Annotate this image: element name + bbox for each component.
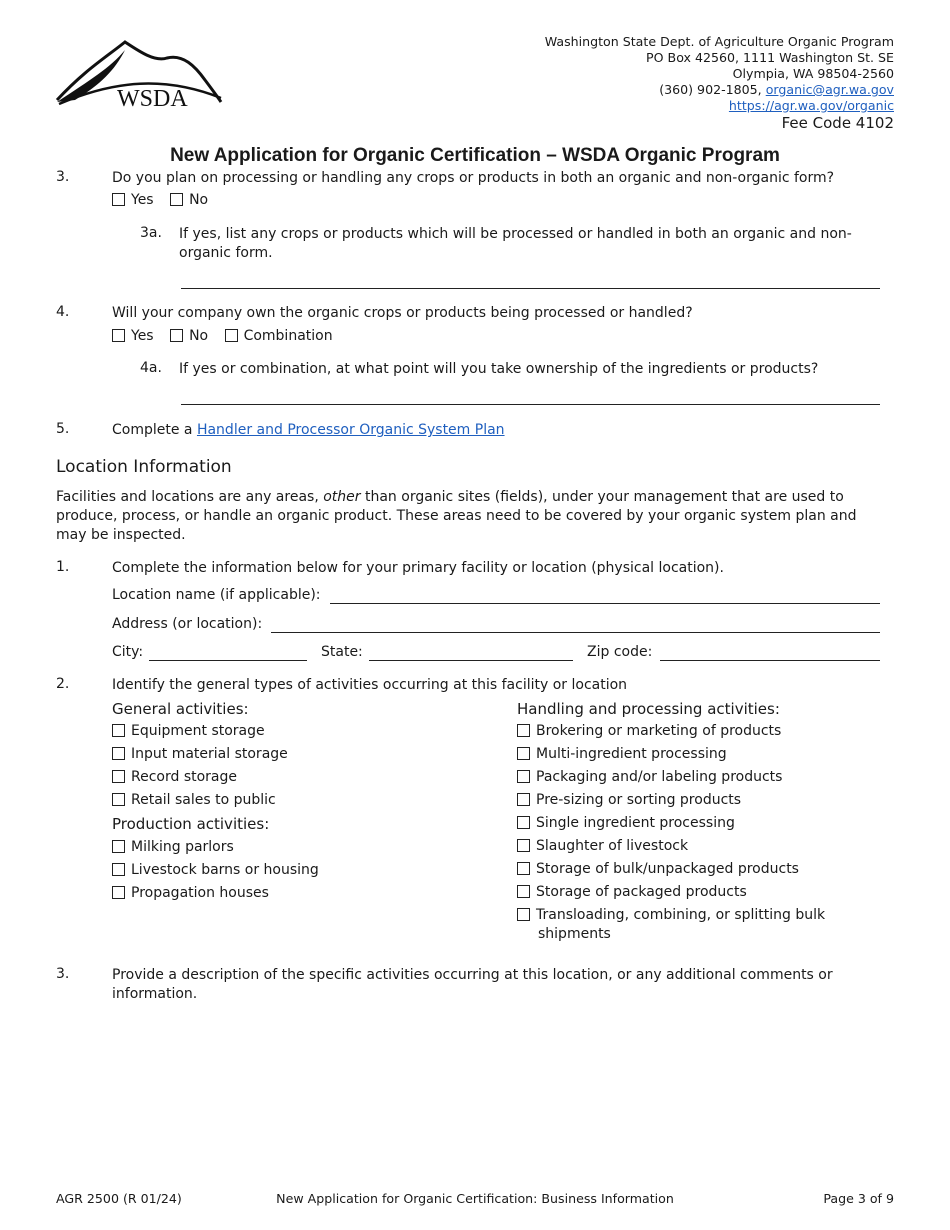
q4a-text: If yes or combination, at what point will you take ownership of the ingredients or products?: [179, 361, 819, 377]
q4-number: 4.: [56, 304, 70, 320]
activity-transloading[interactable]: [517, 904, 878, 944]
activity-input-material-storage[interactable]: [112, 743, 492, 766]
activity-propagation-houses[interactable]: [112, 882, 492, 905]
q4-yes-label: Yes: [131, 328, 154, 344]
activity-label: Storage of bulk/unpackaged products: [536, 861, 799, 877]
wsda-logo: [55, 40, 223, 112]
q4-text: Will your company own the organic crops or products being processed or handled?: [112, 305, 693, 321]
q3-no-label: No: [189, 192, 209, 208]
agency-line-1: Washington State Dept. of Agriculture Organic Program: [544, 34, 894, 49]
checkbox[interactable]: [517, 908, 530, 921]
activity-retail-sales[interactable]: [112, 789, 492, 812]
handling-activities-heading: Handling and processing activities:: [517, 700, 780, 718]
q3a-text: If yes, list any crops or products which will be processed or handled in both an organic and non-organic form.: [179, 226, 852, 261]
state-field[interactable]: [369, 660, 573, 661]
checkbox[interactable]: [517, 885, 530, 898]
footer-form-id: AGR 2500 (R 01/24): [56, 1191, 182, 1206]
agency-line-2: PO Box 42560, 1111 Washington St. SE: [646, 50, 894, 65]
address-label: Address (or location):: [112, 616, 263, 632]
footer-title: New Application for Organic Certification: Business Information: [276, 1191, 674, 1206]
l1-text: Complete the information below for your primary facility or location (physical location).: [112, 560, 724, 576]
q4-options: [112, 328, 345, 344]
activity-record-storage[interactable]: [112, 766, 492, 789]
activity-label: Transloading, combining, or splitting bulk shipments: [536, 907, 826, 942]
q3-yes-label: Yes: [131, 192, 154, 208]
q4-yes-checkbox[interactable]: [112, 329, 125, 342]
activity-label: Brokering or marketing of products: [536, 723, 782, 739]
q3a-answer-line[interactable]: [181, 288, 880, 289]
fee-code: Fee Code 4102: [781, 114, 894, 132]
location-heading: Location Information: [56, 457, 232, 477]
checkbox[interactable]: [112, 793, 125, 806]
activity-label: Storage of packaged products: [536, 884, 747, 900]
location-para-before: Facilities and locations are any areas,: [56, 489, 319, 505]
location-para-em: other: [323, 489, 361, 505]
checkbox[interactable]: [517, 793, 530, 806]
q4-no-label: No: [189, 328, 209, 344]
l1-number: 1.: [56, 559, 70, 575]
l2-text: Identify the general types of activities occurring at this facility or location: [112, 677, 628, 693]
activity-label: Record storage: [131, 769, 238, 785]
q4a-number: 4a.: [140, 360, 162, 376]
checkbox[interactable]: [112, 840, 125, 853]
zip-label: Zip code:: [587, 644, 653, 660]
activity-label: Packaging and/or labeling products: [536, 769, 783, 785]
checkbox[interactable]: [112, 886, 125, 899]
activity-storage-bulk[interactable]: [517, 858, 887, 881]
checkbox[interactable]: [112, 770, 125, 783]
location-name-label: Location name (if applicable):: [112, 587, 321, 603]
q3-text: Do you plan on processing or handling any crops or products in both an organic and non-organic form?: [112, 170, 835, 186]
checkbox[interactable]: [517, 862, 530, 875]
checkbox[interactable]: [112, 863, 125, 876]
agency-address-block: [545, 34, 894, 114]
general-activities-column: [112, 698, 492, 905]
osp-link[interactable]: Handler and Processor Organic System Plan: [196, 422, 505, 438]
activity-label: Input material storage: [131, 746, 288, 762]
city-field[interactable]: [149, 660, 307, 661]
location-description: [56, 488, 886, 545]
zip-field[interactable]: [660, 660, 880, 661]
activity-livestock-barns[interactable]: [112, 859, 492, 882]
footer-page-number: Page 3 of 9: [823, 1191, 894, 1206]
state-label: State:: [321, 644, 363, 660]
page-title: New Application for Organic Certification – WSDA Organic Program: [170, 145, 780, 166]
handling-activities-column: [517, 698, 887, 944]
activity-label: Equipment storage: [131, 723, 265, 739]
activity-label: Milking parlors: [131, 839, 234, 855]
q3-number: 3.: [56, 169, 70, 185]
location-para-after: than organic sites (fields), under your management that are used to produce, process, or handle an organic product. These areas need to be covered by your organic system plan and may be inspected.: [56, 489, 857, 543]
activity-label: Pre-sizing or sorting products: [536, 792, 742, 808]
l2-number: 2.: [56, 676, 70, 692]
q3-yes-checkbox[interactable]: [112, 193, 125, 206]
activity-brokering[interactable]: [517, 720, 887, 743]
q3-options: [112, 192, 220, 208]
location-name-field[interactable]: [330, 603, 880, 604]
q4-no-checkbox[interactable]: [170, 329, 183, 342]
q4a-answer-line[interactable]: [181, 404, 880, 405]
checkbox[interactable]: [112, 724, 125, 737]
activity-label: Retail sales to public: [131, 792, 276, 808]
address-field[interactable]: [271, 632, 880, 633]
checkbox[interactable]: [517, 747, 530, 760]
checkbox[interactable]: [517, 724, 530, 737]
agency-contact-line: [545, 82, 894, 98]
activity-label: Slaughter of livestock: [536, 838, 689, 854]
activity-label: Propagation houses: [131, 885, 269, 901]
activity-label: Single ingredient processing: [536, 815, 735, 831]
q5-prefix: Complete a: [112, 422, 193, 438]
general-activities-heading: General activities:: [112, 700, 249, 718]
q5-text: [112, 421, 882, 440]
checkbox[interactable]: [517, 816, 530, 829]
activity-slaughter[interactable]: [517, 835, 887, 858]
city-label: City:: [112, 644, 144, 660]
q4-combination-checkbox[interactable]: [225, 329, 238, 342]
checkbox[interactable]: [517, 839, 530, 852]
activity-label: Livestock barns or housing: [131, 862, 319, 878]
activity-equipment-storage[interactable]: [112, 720, 492, 743]
activity-multi-ingredient[interactable]: [517, 743, 887, 766]
activity-storage-packaged[interactable]: [517, 881, 887, 904]
activity-packaging-labeling[interactable]: [517, 766, 887, 789]
agency-line-3: Olympia, WA 98504-2560: [732, 66, 894, 81]
agency-phone: (360) 902-1805,: [659, 82, 762, 97]
activity-pre-sizing[interactable]: [517, 789, 887, 812]
l3-number: 3.: [56, 966, 70, 982]
q3-no-checkbox[interactable]: [170, 193, 183, 206]
logo-mountain-fill: [57, 50, 125, 102]
agency-website-link[interactable]: https://agr.wa.gov/organic: [728, 98, 894, 113]
q4-combination-label: Combination: [243, 328, 333, 344]
logo-text: WSDA: [117, 86, 188, 112]
q3a-number: 3a.: [140, 225, 162, 241]
l3-text: Provide a description of the specific activities occurring at this location, or any additional comments or information.: [112, 967, 833, 1002]
agency-email-link[interactable]: organic@agr.wa.gov: [765, 82, 894, 97]
q5-number: 5.: [56, 421, 70, 437]
activity-label: Multi-ingredient processing: [536, 746, 727, 762]
checkbox[interactable]: [517, 770, 530, 783]
activity-milking-parlors[interactable]: [112, 836, 492, 859]
checkbox[interactable]: [112, 747, 125, 760]
production-activities-heading: Production activities:: [112, 815, 270, 833]
activity-single-ingredient[interactable]: [517, 812, 887, 835]
